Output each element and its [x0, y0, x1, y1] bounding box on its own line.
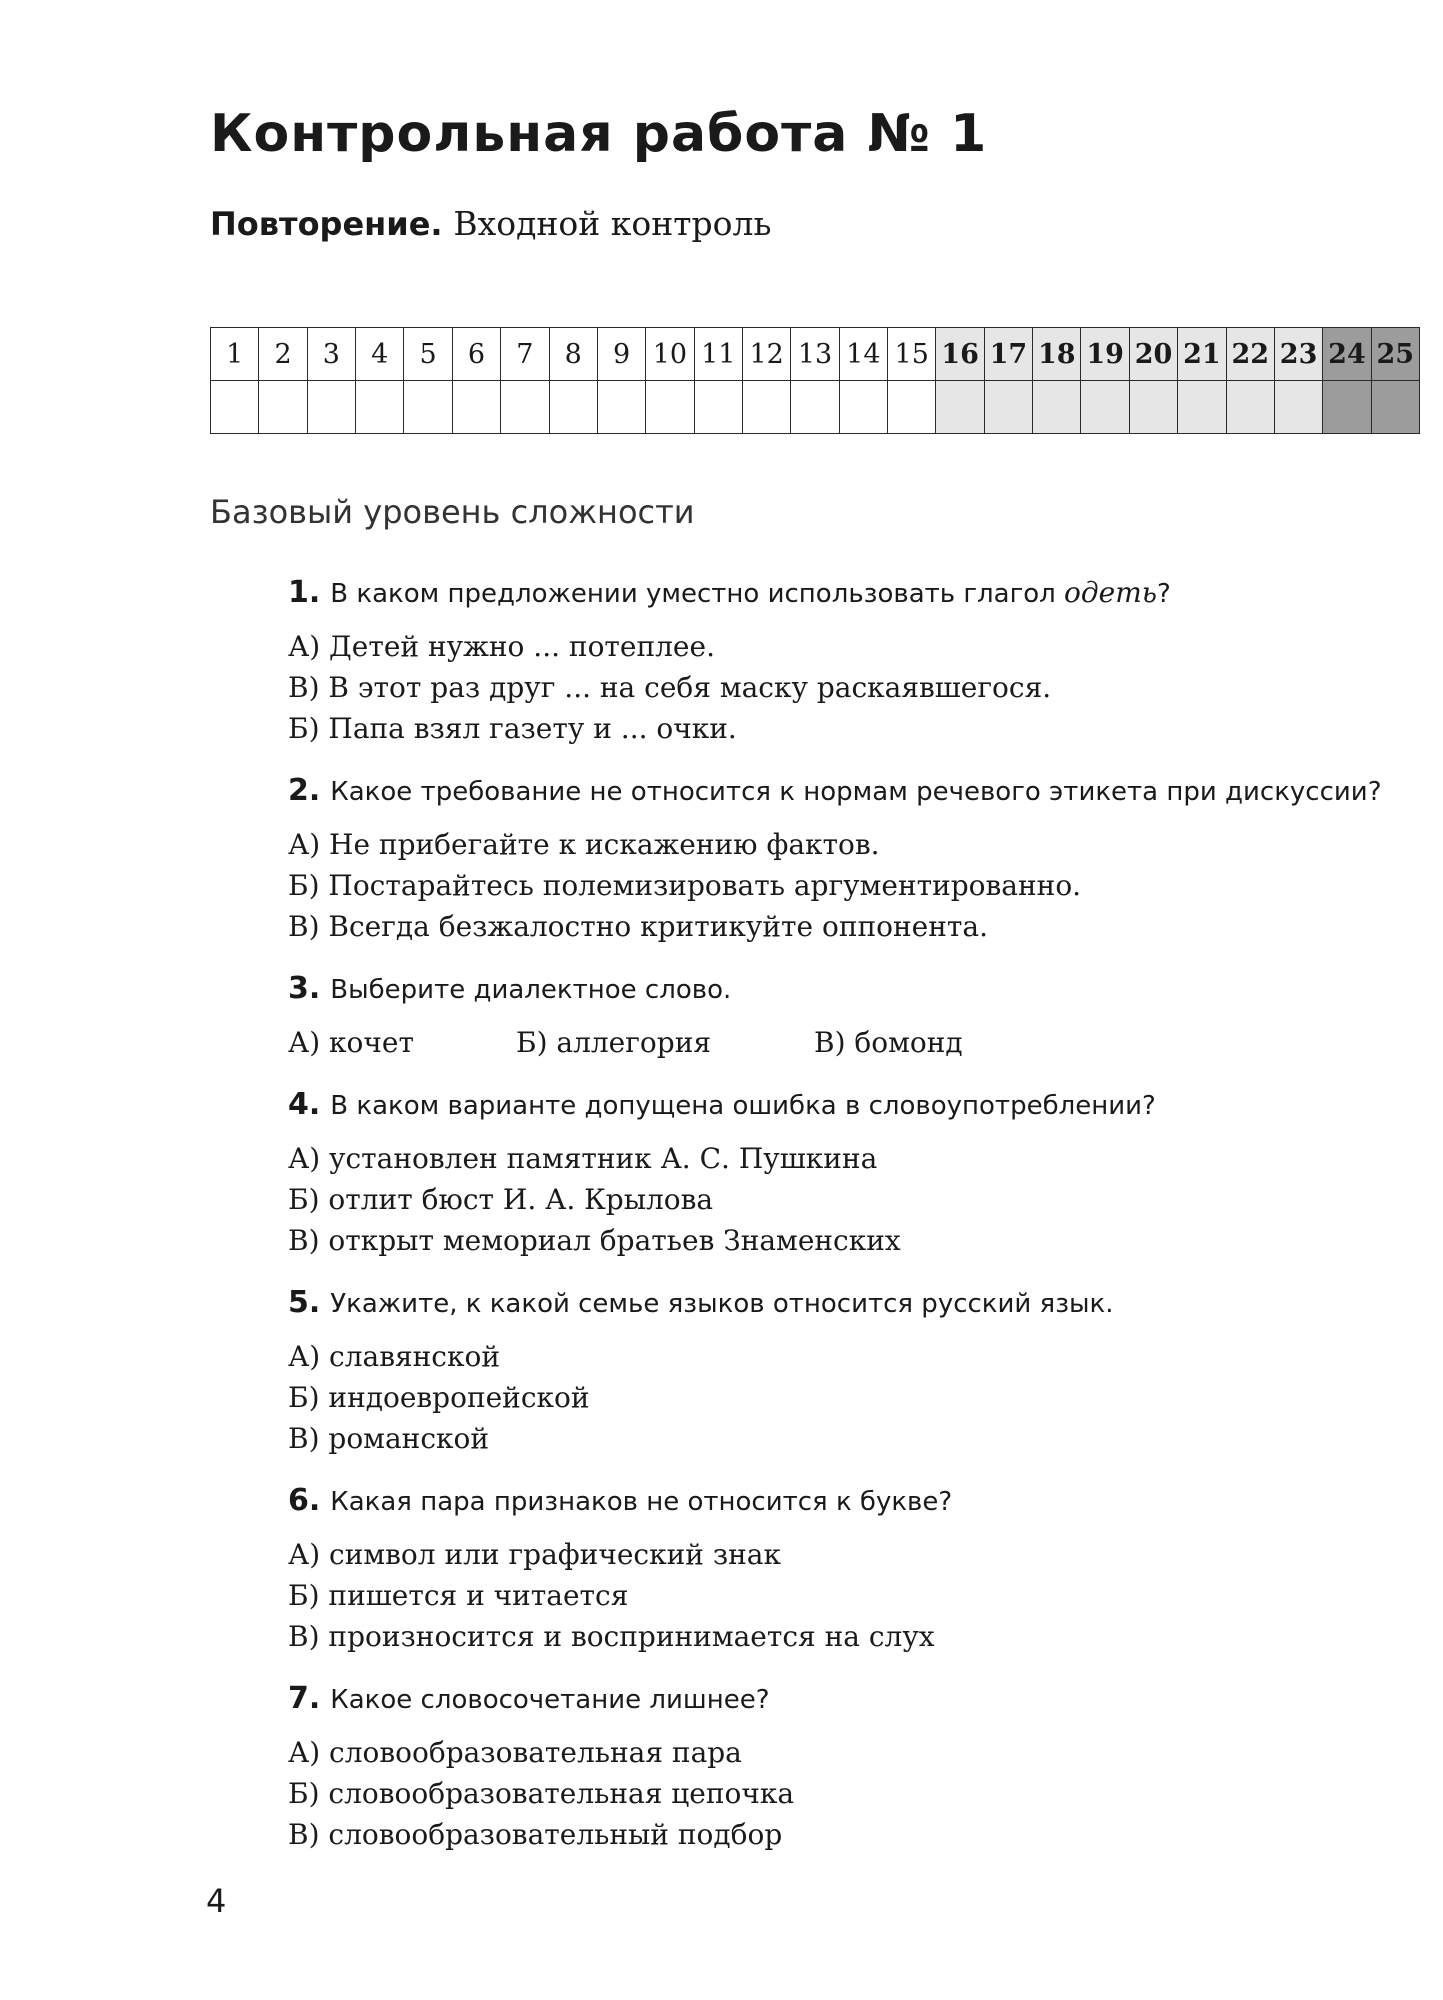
- page-number: 4: [206, 1882, 227, 1920]
- question-body: Выберите диалектное слово.: [330, 975, 732, 1005]
- answer-entry-cell[interactable]: [501, 381, 549, 434]
- answer-entry-cell[interactable]: [259, 381, 307, 434]
- answer-option: Б) Папа взял газету и ... очки.: [288, 712, 737, 745]
- answer-number-cell: 21: [1178, 328, 1226, 381]
- answer-entry-cell[interactable]: [1129, 381, 1177, 434]
- answer-number-cell: 7: [501, 328, 549, 381]
- question-number: 2.: [288, 773, 321, 808]
- answer-entry-cell[interactable]: [646, 381, 694, 434]
- answer-entry-cell[interactable]: [1178, 381, 1226, 434]
- page-title: Контрольная работа № 1: [210, 104, 988, 164]
- answer-number-cell: 16: [936, 328, 984, 381]
- answer-entry-cell[interactable]: [307, 381, 355, 434]
- question-number: 5.: [288, 1285, 321, 1320]
- answer-entry-cell[interactable]: [839, 381, 887, 434]
- question-6: [288, 1483, 1408, 1657]
- answer-entry-cell[interactable]: [791, 381, 839, 434]
- answer-entry-cell[interactable]: [936, 381, 984, 434]
- answer-entry-cell[interactable]: [694, 381, 742, 434]
- question-list: [288, 575, 1408, 1879]
- answer-entry-cell[interactable]: [1081, 381, 1129, 434]
- answer-number-cell: 18: [1033, 328, 1081, 381]
- question-7: [288, 1681, 1408, 1855]
- answer-number-cell: 13: [791, 328, 839, 381]
- question-4: [288, 1087, 1408, 1261]
- question-body: В каком варианте допущена ошибка в словоупотреблении?: [330, 1091, 1156, 1121]
- answer-option: В) романской: [288, 1422, 490, 1455]
- question-text-after: ?: [1157, 579, 1171, 609]
- answer-option: В) Всегда безжалостно критикуйте оппонента.: [288, 910, 988, 943]
- answer-number-cell: 25: [1371, 328, 1419, 381]
- answer-entry-cell[interactable]: [597, 381, 645, 434]
- answer-number-row: [211, 328, 1420, 381]
- answer-number-cell: 15: [888, 328, 936, 381]
- answer-number-cell: 2: [259, 328, 307, 381]
- answer-option: Б) аллегория: [516, 1026, 712, 1059]
- answer-number-cell: 20: [1129, 328, 1177, 381]
- question-body: Укажите, к какой семье языков относится русский язык.: [330, 1289, 1114, 1319]
- question-2: [288, 773, 1408, 947]
- answer-entry-cell[interactable]: [1323, 381, 1371, 434]
- answer-number-cell: 17: [984, 328, 1032, 381]
- answer-option: А) кочет: [288, 1026, 414, 1059]
- answer-option: В) В этот раз друг ... на себя маску раскаявшегося.: [288, 671, 1052, 704]
- answer-option: Б) словообразовательная цепочка: [288, 1777, 795, 1810]
- answer-number-cell: 14: [839, 328, 887, 381]
- answer-number-cell: 3: [307, 328, 355, 381]
- answer-number-cell: 12: [742, 328, 790, 381]
- question-body: Какое словосочетание лишнее?: [330, 1685, 770, 1715]
- answer-entry-cell[interactable]: [211, 381, 259, 434]
- answer-option: А) славянской: [288, 1340, 500, 1373]
- answer-option: А) символ или графический знак: [288, 1538, 781, 1571]
- question-text: [288, 1681, 1408, 1718]
- answer-number-cell: 4: [356, 328, 404, 381]
- answer-entry-cell[interactable]: [888, 381, 936, 434]
- question-1: [288, 575, 1408, 749]
- level-heading: Базовый уровень сложности: [210, 493, 695, 531]
- question-text: [288, 1285, 1408, 1322]
- answer-option-row: [288, 1022, 1408, 1063]
- answer-number-cell: 6: [452, 328, 500, 381]
- question-3: [288, 971, 1408, 1063]
- answer-option: Б) пишется и читается: [288, 1579, 629, 1612]
- subtitle-bold: Повторение.: [210, 205, 443, 243]
- answer-entry-cell[interactable]: [356, 381, 404, 434]
- question-number: 6.: [288, 1483, 321, 1518]
- question-5: [288, 1285, 1408, 1459]
- answer-number-cell: 5: [404, 328, 452, 381]
- question-text: [288, 575, 1408, 612]
- question-text-before: В каком предложении уместно использовать глагол: [330, 579, 1065, 609]
- answer-number-cell: 11: [694, 328, 742, 381]
- answer-option: В) бомонд: [814, 1026, 963, 1059]
- answer-option: Б) отлит бюст И. А. Крылова: [288, 1183, 714, 1216]
- answer-option: А) словообразовательная пара: [288, 1736, 742, 1769]
- page-subtitle: [210, 204, 771, 244]
- question-text: [288, 773, 1408, 810]
- answer-entry-cell[interactable]: [742, 381, 790, 434]
- answer-entry-cell[interactable]: [984, 381, 1032, 434]
- answer-number-cell: 10: [646, 328, 694, 381]
- answer-option: В) словообразовательный подбор: [288, 1818, 783, 1851]
- answer-entry-cell[interactable]: [452, 381, 500, 434]
- answer-number-cell: 24: [1323, 328, 1371, 381]
- answer-number-cell: 8: [549, 328, 597, 381]
- answer-option: Б) Постарайтесь полемизировать аргументированно.: [288, 869, 1082, 902]
- question-body: Какая пара признаков не относится к букве?: [330, 1487, 953, 1517]
- answer-entry-cell[interactable]: [1033, 381, 1081, 434]
- question-text: [288, 1087, 1408, 1124]
- question-number: 3.: [288, 971, 321, 1006]
- answer-cell-row: [211, 381, 1420, 434]
- answer-option: А) Детей нужно ... потеплее.: [288, 630, 715, 663]
- answer-number-cell: 19: [1081, 328, 1129, 381]
- question-number: 1.: [288, 575, 321, 610]
- answer-entry-cell[interactable]: [549, 381, 597, 434]
- question-text: [288, 971, 1408, 1008]
- question-number: 7.: [288, 1681, 321, 1716]
- question-body: Какое требование не относится к нормам речевого этикета при дискуссии?: [330, 777, 1382, 807]
- subtitle-rest: Входной контроль: [453, 204, 772, 243]
- answer-option: А) установлен памятник А. С. Пушкина: [288, 1142, 878, 1175]
- answer-option: Б) индоевропейской: [288, 1381, 590, 1414]
- answer-entry-cell[interactable]: [1274, 381, 1322, 434]
- answer-number-cell: 23: [1274, 328, 1322, 381]
- answer-entry-cell[interactable]: [1371, 381, 1419, 434]
- answer-option: В) произносится и воспринимается на слух: [288, 1620, 935, 1653]
- answer-table: [210, 327, 1420, 434]
- answer-option: А) Не прибегайте к искажению фактов.: [288, 828, 880, 861]
- answer-number-cell: 9: [597, 328, 645, 381]
- question-number: 4.: [288, 1087, 321, 1122]
- answer-number-cell: 22: [1226, 328, 1274, 381]
- question-text: [288, 1483, 1408, 1520]
- answer-number-cell: 1: [211, 328, 259, 381]
- answer-entry-cell[interactable]: [404, 381, 452, 434]
- question-keyword: одеть: [1064, 576, 1157, 609]
- answer-entry-cell[interactable]: [1226, 381, 1274, 434]
- answer-option: В) открыт мемориал братьев Знаменских: [288, 1224, 901, 1257]
